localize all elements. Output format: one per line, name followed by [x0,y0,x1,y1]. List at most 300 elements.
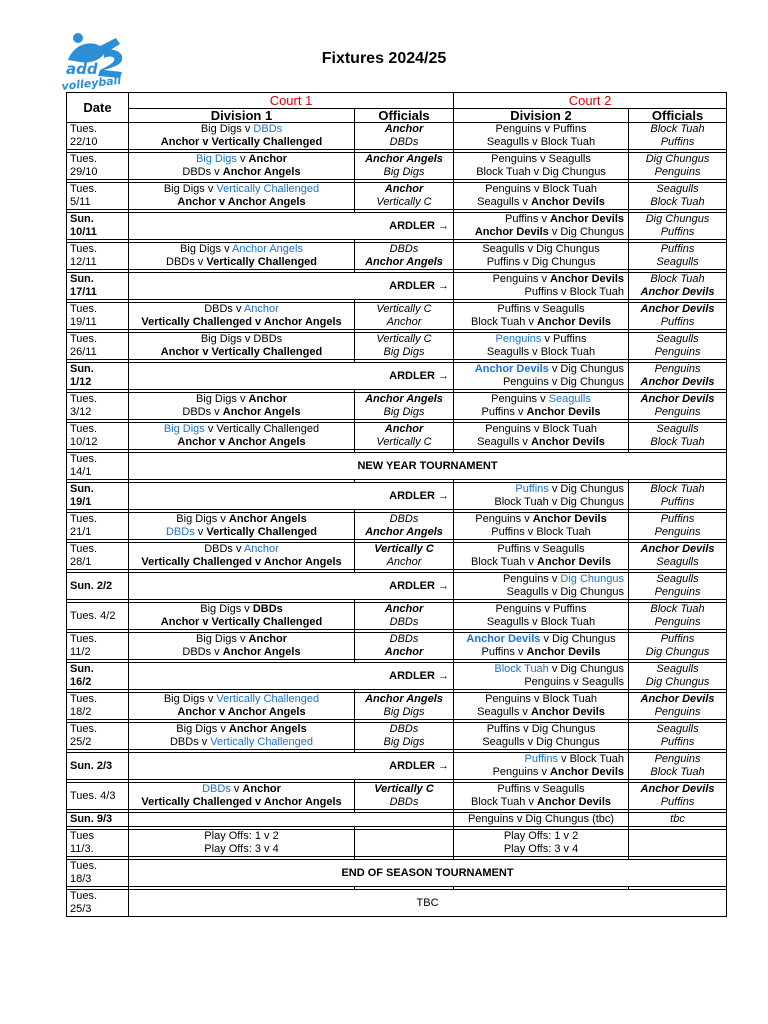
fixture-text: Anchor [384,603,424,615]
fixture-text: Penguins v Puffins [495,123,587,135]
fixture-line [358,333,450,346]
fixture-text: Anchor [384,123,424,135]
fixture-row [67,813,727,827]
fixture-text: Anchor Devils [526,406,601,418]
date-text: Sun. [70,273,94,285]
fixture-line [457,496,624,509]
fixture-row [67,123,727,150]
fixture-text: Seagulls [656,723,699,735]
date-text: Tues. [70,393,98,405]
fixture-text: v Vertically Challenged [204,423,320,435]
fixture-text: Anchor [384,423,424,435]
date-text: 19/11 [70,316,97,328]
ardler-cell: ARDLER → [129,573,454,600]
date-cell [67,363,129,390]
division-2-cell [454,303,629,330]
officials-2-cell [629,513,727,540]
fixture-text: Seagulls [656,663,699,675]
ardler-cell: ARDLER → [129,363,454,390]
fixture-text: DBDs [389,723,419,735]
fixture-line [132,333,351,346]
division-1-cell [129,153,355,180]
date-text: Sun. 9/3 [70,813,113,825]
fixture-line [132,633,351,646]
fixture-line [132,603,351,616]
ardler-cell: ARDLER → [129,483,454,510]
fixture-text: Block Tuah [650,273,705,285]
fixture-line [358,196,450,209]
fixture-line [632,813,723,826]
fixture-line [358,543,450,556]
fixture-text: DBDs v [204,303,244,315]
fixture-text: Anchor Devils [530,196,605,208]
fixture-row [67,830,727,857]
officials-1-cell [355,723,454,750]
fixture-row [67,890,727,917]
fixture-text: Vertically Challenged v Anchor Angels [141,796,342,808]
date-cell [67,423,129,450]
fixture-text: Penguins v [492,273,551,285]
division-1-cell [129,333,355,360]
division-2-cell [454,830,629,857]
fixture-line [457,556,625,569]
fixture-text: Big Digs v [195,393,249,405]
division-1-cell [129,123,355,150]
fixture-row [67,543,727,570]
fixture-text: Anchor Devils [474,226,549,238]
fixture-line [632,153,723,166]
fixture-text: Anchor [248,633,288,645]
date-cell [67,453,129,480]
fixture-text: Penguins v Block Tuah [485,423,597,435]
fixture-text: DBDs [389,796,419,808]
date-text: 11/3. [70,843,94,855]
fixture-text: v [194,526,207,538]
officials-1-cell [355,633,454,660]
fixture-text: Dig Chungus [560,573,625,585]
fixture-line [457,333,625,346]
fixture-line [457,153,625,166]
fixture-text: Puffins [524,753,558,765]
fixture-line [457,513,625,526]
fixture-text: Anchor Devils [474,363,549,375]
fixture-row [67,243,727,270]
fixture-text: Anchor v Vertically Challenged [160,616,323,628]
fixture-line [132,406,351,419]
division-1-cell [129,303,355,330]
fixture-line [457,830,625,843]
fixture-text: Puffins v [481,646,527,658]
fixture-text: v Dig Chungus [548,363,625,375]
date-text: 16/2 [70,676,92,688]
fixture-line [358,423,450,436]
fixture-text: Big Digs [163,423,205,435]
fixture-text: Big Digs [383,346,425,358]
fixture-text: Block Tuah v Dig Chungus [476,166,606,178]
date-cell [67,860,129,887]
fixture-line [132,526,351,539]
fixture-line [457,693,625,706]
fixture-line [358,183,450,196]
fixture-text: Vertically C [376,196,432,208]
fixture-row [67,393,727,420]
officials-2-cell [629,183,727,210]
fixture-text: Puffins v Dig Chungus [486,723,596,735]
fixtures-body [67,123,727,917]
fixture-text: Anchor [243,543,279,555]
division-2-cell [454,363,629,390]
fixture-text: v Puffins [541,333,587,345]
date-text: 10/12 [70,436,98,448]
fixture-line [132,736,351,749]
officials-1-header: Officials [355,109,454,123]
fixture-text: Anchor [384,646,424,658]
division-2-header: Division 2 [454,109,629,123]
fixture-row [67,423,727,450]
fixture-text: Seagulls v Dig Chungus [482,243,600,255]
date-text: Sun. [70,363,94,375]
fixture-line [632,556,723,569]
fixture-text: v Dig Chungus [548,663,625,675]
fixture-text: Anchor Angels [222,406,301,418]
fixture-line [632,693,723,706]
fixture-text: Penguins v Block Tuah [485,183,597,195]
fixture-text: DBDs v [204,543,244,555]
fixture-text: Anchor Angels [222,646,301,658]
date-text: Tues. [70,333,98,345]
fixture-text: Block Tuah v Dig Chungus [494,496,625,508]
fixture-line [132,693,351,706]
date-text: Tues. [70,303,98,315]
fixture-text: DBDs v [182,406,223,418]
officials-1-cell [355,183,454,210]
date-cell [67,513,129,540]
date-text: 5/11 [70,196,91,208]
division-1-cell [129,830,355,857]
fixture-line [632,213,723,226]
fixture-text: Big Digs v [163,183,217,195]
division-1-header: Division 1 [129,109,355,123]
date-cell [67,333,129,360]
fixture-text: Vertically Challenged [206,256,317,268]
division-2-cell [454,213,629,240]
fixture-line [632,256,723,269]
fixture-text: Anchor Devils [640,303,715,315]
fixture-text: Anchor Devils [537,796,612,808]
fixture-row [67,753,727,780]
fixture-line [457,136,625,149]
fixture-line [632,303,723,316]
fixture-text: Anchor [386,556,422,568]
fixture-row [67,153,727,180]
fixture-text: Seagulls v [477,706,531,718]
fixture-line [358,316,450,329]
fixture-text: Puffins [660,796,695,808]
date-text: Tues. [70,183,98,195]
fixture-text: v Dig Chungus [540,633,616,645]
fixture-line [632,796,723,809]
fixture-text: Big Digs v [163,693,217,705]
fixture-line [632,663,723,676]
fixture-line [358,303,450,316]
date-cell [67,830,129,857]
division-1-cell [129,723,355,750]
fixture-text: DBDs [253,123,283,135]
fixture-line [632,406,723,419]
fixture-text: Vertically Challenged v Anchor Angels [141,316,342,328]
fixture-text: Anchor v Vertically Challenged [160,346,323,358]
officials-2-cell [629,543,727,570]
fixture-text: Block Tuah [650,123,705,135]
fixture-line [457,123,625,136]
officials-2-cell [629,693,727,720]
fixture-text: Vertically C [374,543,434,555]
division-2-cell [454,513,629,540]
fixture-line [358,706,450,719]
fixture-line [632,633,723,646]
officials-2-cell [629,753,727,780]
fixture-text: Anchor Devils [537,556,612,568]
fixture-text: Penguins v [491,393,549,405]
date-text: Sun. 2/2 [70,579,113,592]
division-1-cell [129,603,355,630]
division-1-cell [129,423,355,450]
fixture-line [457,706,625,719]
date-cell [67,693,129,720]
date-text: Tues. [70,860,98,872]
fixture-row [67,183,727,210]
fixture-text: Puffins v Block Tuah [491,526,591,538]
fixture-text: DBDs [389,616,419,628]
fixture-line [358,406,450,419]
fixture-line [358,723,450,736]
fixture-text: Anchor [386,316,422,328]
date-cell [67,303,129,330]
officials-1-cell [355,693,454,720]
fixture-text: Anchor Devils [466,633,541,645]
officials-1-cell [355,123,454,150]
officials-2-cell [629,213,727,240]
date-text: Tues. 4/3 [70,789,116,802]
officials-2-cell [629,723,727,750]
fixture-text: Block Tuah [650,196,705,208]
fixture-text: Anchor v Anchor Angels [177,436,306,448]
officials-1-cell [355,830,454,857]
officials-2-cell [629,663,727,690]
fixture-line [358,166,450,179]
fixture-text: Big Digs v [176,723,229,735]
fixture-line [457,573,624,586]
fixture-line [632,766,723,779]
fixture-row [67,603,727,630]
division-1-cell [129,393,355,420]
division-2-cell [454,243,629,270]
division-2-cell [454,183,629,210]
fixture-line [457,676,624,689]
division-2-cell [454,393,629,420]
officials-1-cell [355,423,454,450]
fixture-text: Anchor Devils [640,393,715,405]
date-text: Tues. 4/2 [70,609,116,622]
fixture-text: Block Tuah [494,663,549,675]
officials-1-cell [355,333,454,360]
fixture-line [457,796,625,809]
fixture-text: Anchor Angels [365,693,443,705]
fixture-text: Anchor Devils [550,213,625,225]
fixture-line [457,166,625,179]
fixture-text: Puffins [660,136,695,148]
fixture-line [358,393,450,406]
fixture-line [132,543,351,556]
fixture-text: Block Tuah [650,603,705,615]
fixture-line [358,603,450,616]
date-header: Date [67,93,129,123]
officials-1-cell [355,393,454,420]
fixture-text: Dig Chungus [645,153,710,165]
fixture-line [632,783,723,796]
fixture-text: Penguins [654,706,701,718]
page-title: Fixtures 2024/25 [321,50,447,67]
officials-1-cell [355,243,454,270]
fixture-line [457,226,624,239]
fixture-line [358,153,450,166]
fixture-line [457,273,624,286]
date-text: 11/2 [70,646,91,658]
fixture-text: DBDs [389,136,419,148]
fixture-line [457,543,625,556]
division-2-cell [454,153,629,180]
fixture-text: Anchor [248,393,288,405]
date-text: Sun. [70,663,94,675]
date-cell [67,890,129,917]
date-cell [67,273,129,300]
fixture-line [358,736,450,749]
officials-2-cell [629,123,727,150]
fixture-line [632,753,723,766]
fixture-text: Anchor Devils [550,766,625,778]
fixture-row [67,663,727,690]
fixture-line [132,393,351,406]
fixture-line [132,843,351,856]
date-text: 26/11 [70,346,97,358]
fixture-text: Block Tuah v [471,796,538,808]
fixture-text: Anchor Devils [640,693,715,705]
fixture-text: Penguins [654,753,701,765]
division-1-cell [129,183,355,210]
fixture-text: v Block Tuah [557,753,625,765]
fixture-text: Seagulls [656,256,699,268]
fixture-line [632,483,723,496]
fixture-row [67,363,727,390]
fixture-text: Penguins [654,616,701,628]
fixture-line [132,183,351,196]
fixture-line [358,243,450,256]
fixture-line [457,196,625,209]
fixture-text: Anchor Angels [222,166,301,178]
fixture-text: Anchor Devils [640,543,715,555]
officials-2-cell [629,333,727,360]
date-text: Sun. [70,213,94,225]
fixture-line [132,513,351,526]
fixture-text: Seagulls v Block Tuah [486,616,596,628]
fixture-row [67,453,727,480]
fixture-text: Puffins [660,243,695,255]
division-2-cell [454,633,629,660]
officials-2-header: Officials [629,109,727,123]
fixture-line [632,603,723,616]
officials-1-cell [355,153,454,180]
fixture-text: Penguins [654,166,701,178]
fixture-text: Penguins v Puffins [495,603,587,615]
fixture-text: Seagulls [656,556,699,568]
fixture-text: Puffins v Seagulls [497,303,585,315]
fixture-text: DBDs [389,633,419,645]
event-cell: TBC [129,890,727,917]
division-2-cell [454,783,629,810]
fixture-line [132,123,351,136]
fixture-row [67,573,727,600]
fixture-line [632,736,723,749]
date-cell [67,123,129,150]
fixture-text: Anchor Devils [530,706,605,718]
fixture-line [358,436,450,449]
fixture-line [457,303,625,316]
fixture-line [457,423,625,436]
fixture-text: Anchor v Anchor Angels [177,196,306,208]
fixture-line [358,136,450,149]
fixture-line [457,183,625,196]
date-cell [67,543,129,570]
fixture-text: Seagulls [656,423,699,435]
fixture-text: Anchor Angels [365,526,443,538]
fixture-row [67,693,727,720]
date-text: 18/3 [70,873,92,885]
fixture-text: Penguins v Dig Chungus (tbc) [467,813,615,825]
fixture-text: Puffins v Block Tuah [524,286,625,298]
fixture-text: Anchor Devils [640,376,715,388]
fixture-text: Play Offs: 1 v 2 [204,830,279,842]
fixture-line [358,633,450,646]
fixture-line [457,586,624,599]
fixture-line [632,543,723,556]
fixture-line [632,376,723,389]
officials-2-cell [629,483,727,510]
fixture-line [457,633,625,646]
fixture-text: Penguins [654,586,701,598]
date-text: 3/12 [70,406,92,418]
date-text: 25/3 [70,903,92,915]
officials-1-cell [355,783,454,810]
fixture-line [632,646,723,659]
fixture-line [632,393,723,406]
fixture-line [457,376,624,389]
division-2-cell [454,273,629,300]
event-cell: END OF SEASON TOURNAMENT [129,860,727,887]
fixture-line [632,616,723,629]
date-cell [67,483,129,510]
fixture-text: Puffins [660,226,695,238]
date-text: 29/10 [70,166,98,178]
fixture-text: Vertically Challenged [216,183,320,195]
fixture-line [457,316,625,329]
fixture-text: Penguins v Dig Chungus [502,376,625,388]
fixture-line [457,286,624,299]
division-2-cell [454,753,629,780]
fixture-line [632,526,723,539]
fixture-text: Puffins [660,316,695,328]
date-cell [67,813,129,827]
division-1-cell [129,783,355,810]
